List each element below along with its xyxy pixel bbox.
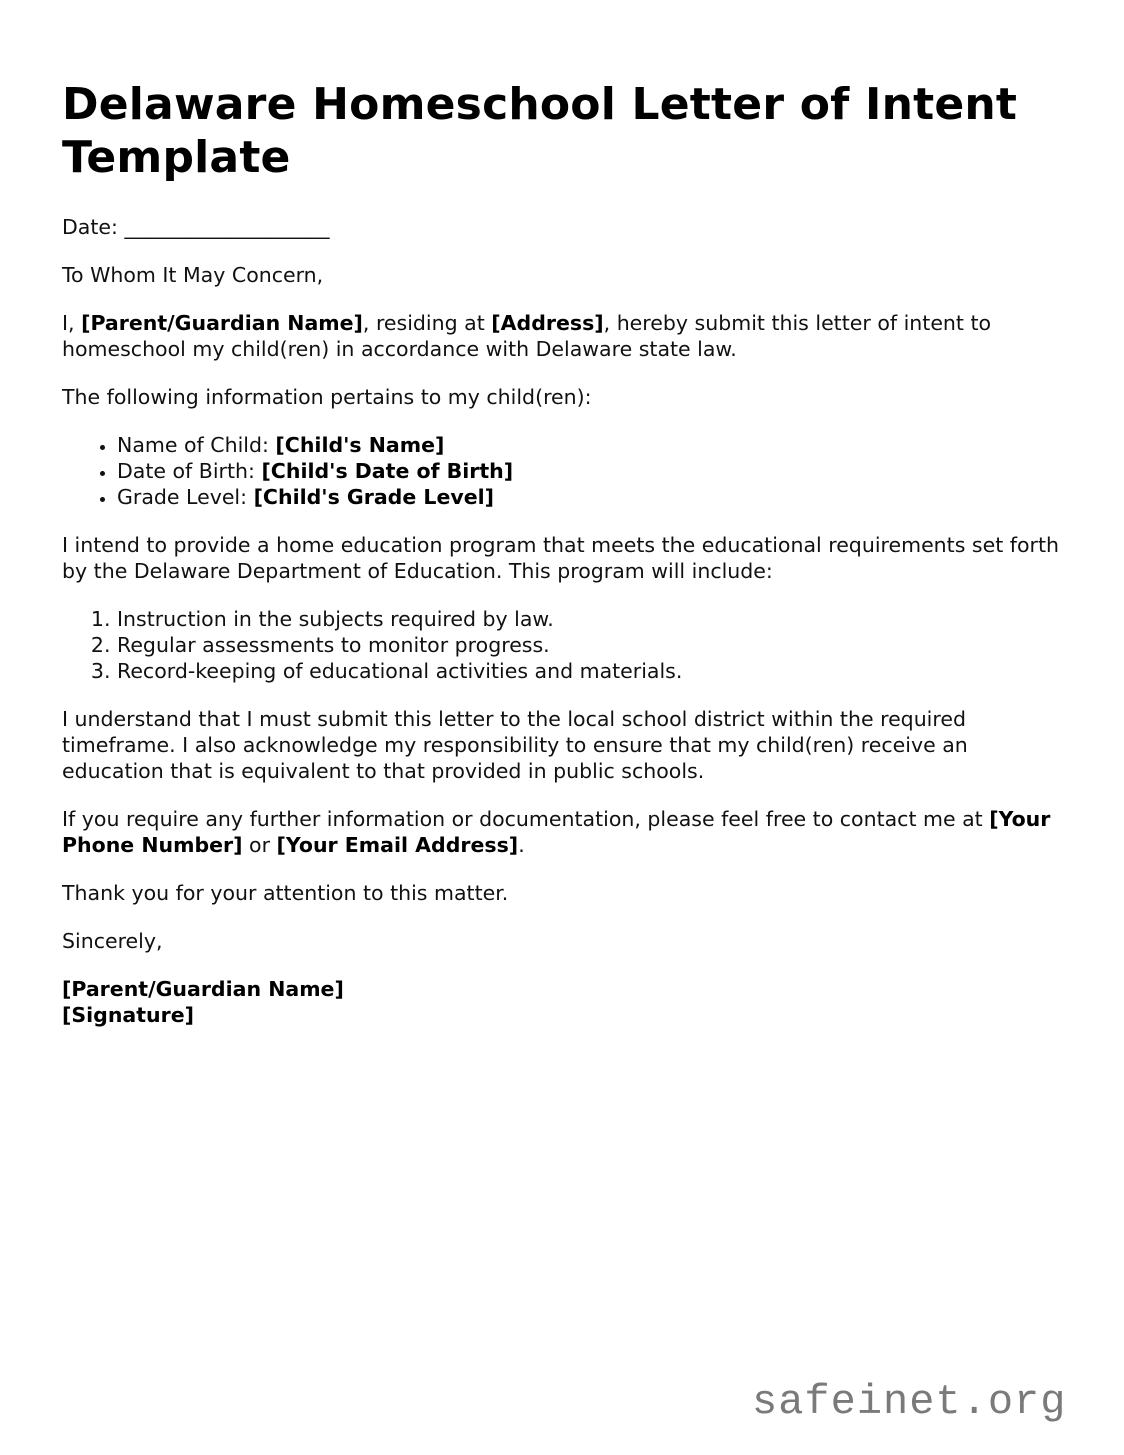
contact-paragraph — [62, 806, 1072, 858]
contact-prefix: If you require any further information or documentation, please feel free to contact me at — [62, 807, 990, 831]
child-info-item-dob — [117, 458, 1072, 484]
contact-suffix: . — [518, 833, 525, 857]
email-placeholder: [Your Email Address] — [276, 833, 519, 857]
acknowledgement-paragraph: I understand that I must submit this letter to the local school district within the required timeframe. I also acknowledge my responsibility to ensure that my child(ren) receive an education that is equivalent to that provided in public schools. — [62, 707, 968, 783]
thanks-line: Thank you for your attention to this matter. — [62, 881, 509, 905]
parent-name-placeholder: [Parent/Guardian Name] — [81, 311, 363, 335]
child-info-item-grade — [117, 484, 1072, 510]
program-items-list — [62, 606, 1072, 684]
contact-middle: or — [242, 833, 277, 857]
child-info-label: Grade Level: — [117, 485, 254, 509]
program-intro: I intend to provide a home education program that meets the educational requirements set forth by the Delaware Department of Education. This program will include: — [62, 533, 1059, 583]
date-label: Date: — [62, 215, 118, 239]
child-info-label: Name of Child: — [117, 433, 276, 457]
child-name-placeholder: [Child's Name] — [275, 433, 445, 457]
watermark-text: safeinet.org — [752, 1378, 1067, 1426]
program-item: 1. Instruction in the subjects required by law. — [117, 606, 1072, 632]
closing-line: Sincerely, — [62, 929, 163, 953]
program-item: 2. Regular assessments to monitor progress. — [117, 632, 1072, 658]
signature-placeholder: [Signature] — [62, 1003, 195, 1027]
child-dob-placeholder: [Child's Date of Birth] — [261, 459, 514, 483]
signature-line — [62, 1002, 1072, 1028]
date-line — [62, 214, 1072, 240]
child-grade-placeholder: [Child's Grade Level] — [253, 485, 495, 509]
intro-middle: , residing at — [362, 311, 492, 335]
address-placeholder: [Address] — [491, 311, 604, 335]
intro-paragraph — [62, 310, 1072, 362]
phone-placeholder: [Your Phone Number] — [62, 807, 1051, 857]
intro-prefix: I, — [62, 311, 82, 335]
signature-name — [62, 976, 1072, 1002]
child-info-item-name — [117, 432, 1072, 458]
child-info-intro: The following information pertains to my child(ren): — [62, 385, 592, 409]
letter-document — [62, 78, 1072, 1028]
salutation: To Whom It May Concern, — [62, 263, 324, 287]
program-item: 3. Record-keeping of educational activities and materials. — [117, 658, 1072, 684]
child-info-label: Date of Birth: — [117, 459, 262, 483]
signature-name-placeholder: [Parent/Guardian Name] — [62, 977, 344, 1001]
document-title: Delaware Homeschool Letter of Intent Template — [62, 79, 1018, 183]
intro-suffix: , hereby submit this letter of intent to homeschool my child(ren) in accordance with Delaware state law. — [62, 311, 992, 361]
child-info-list — [62, 432, 1072, 510]
date-blank: ____________________ — [124, 215, 330, 239]
